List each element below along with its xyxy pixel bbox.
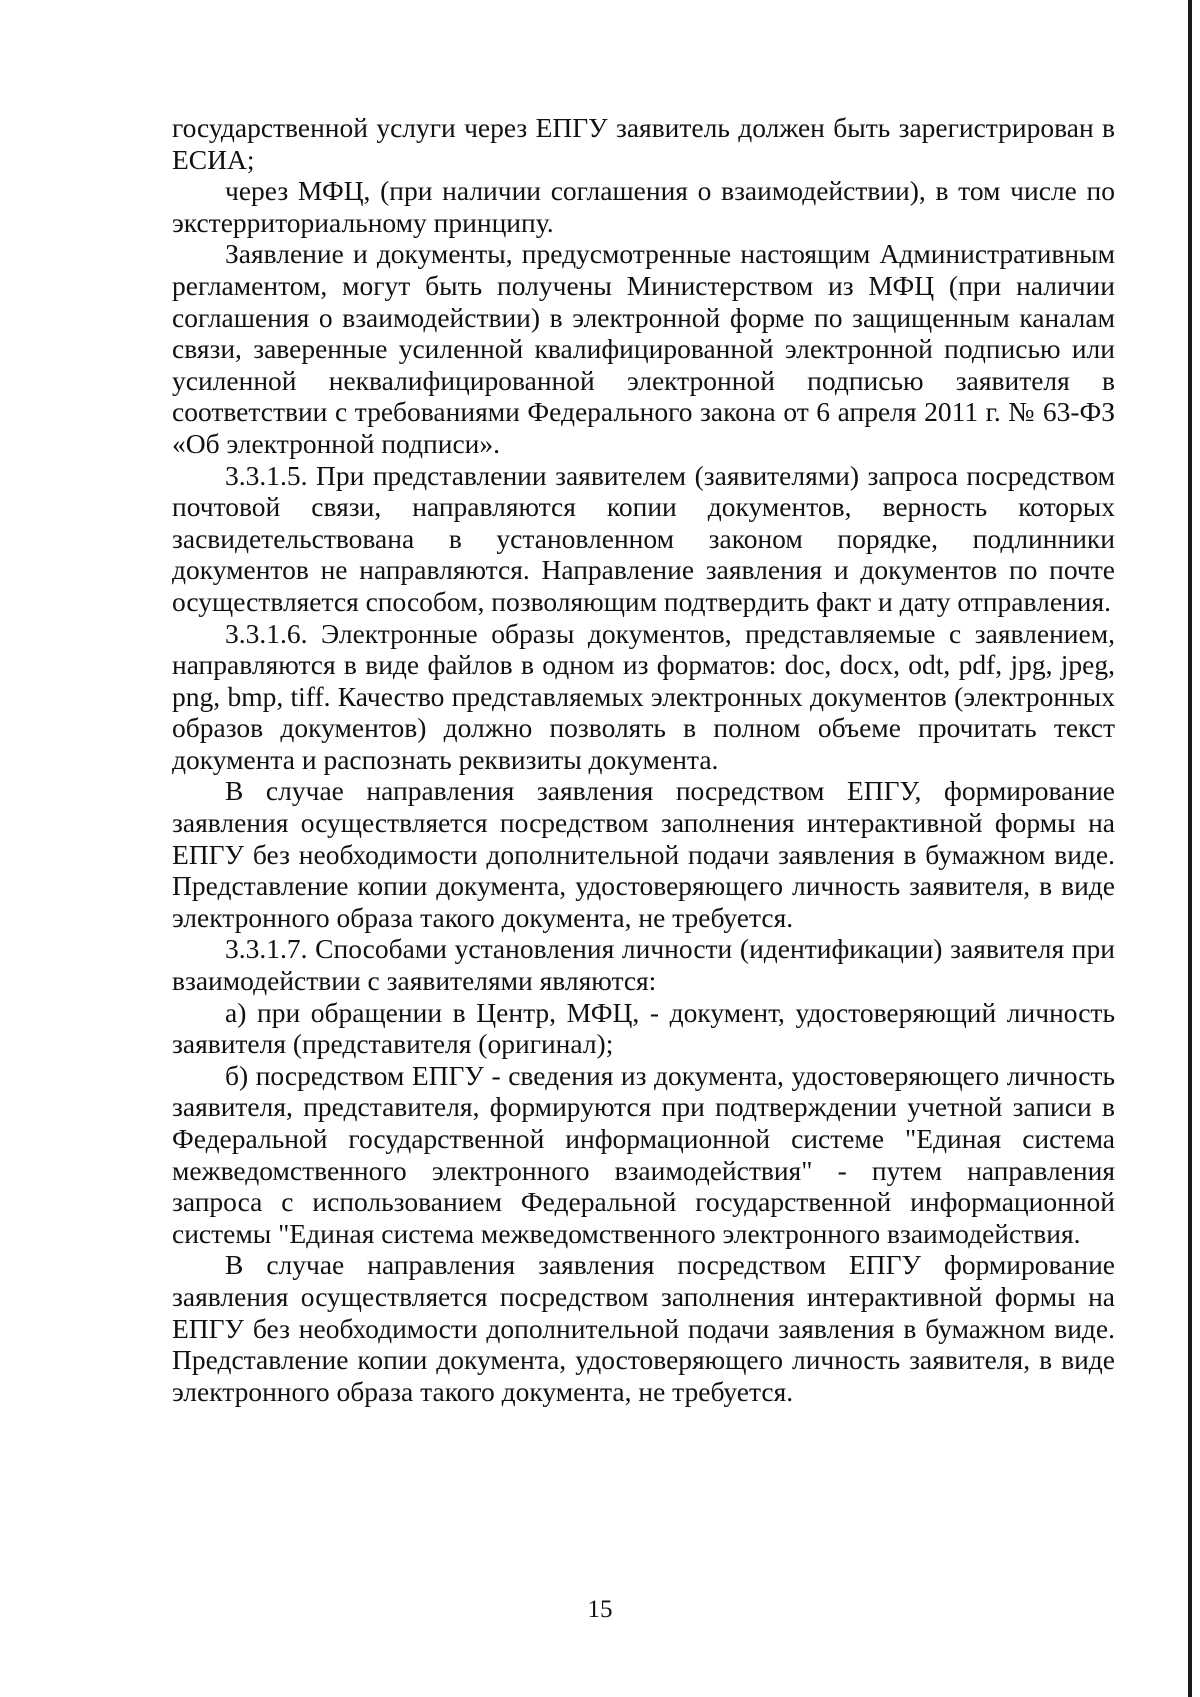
paragraph-mfc-electronic-form: Заявление и документы, предусмотренные настоящим Административным регламентом, могут быть получены Министерством из МФЦ (при наличии соглашения о взаимодействии) в электронной форме по защищенным каналам связи, заверенные усиленной квалифицированной электронной подписью или усиленной неквалифицированной электронной подписью заявителя в соответствии с требованиями Федерального закона от 6 апреля 2011 г. № 63-ФЗ «Об электронной подписи». <box>172 238 1115 459</box>
paragraph-mfc-extraterritorial: через МФЦ, (при наличии соглашения о взаимодействии), в том числе по экстерриториальному принципу. <box>172 175 1115 238</box>
document-body <box>172 112 1115 1407</box>
paragraph-epgu-interactive-form: В случае направления заявления посредством ЕПГУ, формирование заявления осуществляется посредством заполнения интерактивной формы на ЕПГУ без необходимости дополнительной подачи заявления в бумажном виде. Представление копии документа, удостоверяющего личность заявителя, в виде электронного образа такого документа, не требуется. <box>172 775 1115 933</box>
scan-edge-line <box>1188 0 1192 1697</box>
paragraph-3-3-1-5: 3.3.1.5. При представлении заявителем (заявителями) запроса посредством почтовой связи, направляются копии документов, верность которых засвидетельствована в установленном законом порядке, подлинники документов не направляются. Направление заявления и документов по почте осуществляется способом, позволяющим подтвердить факт и дату отправления. <box>172 459 1115 617</box>
paragraph-epgu-interactive-form-repeat: В случае направления заявления посредством ЕПГУ формирование заявления осуществляется посредством заполнения интерактивной формы на ЕПГУ без необходимости дополнительной подачи заявления в бумажном виде. Представление копии документа, удостоверяющего личность заявителя, в виде электронного образа такого документа, не требуется. <box>172 1249 1115 1407</box>
list-item-b: б) посредством ЕПГУ - сведения из документа, удостоверяющего личность заявителя, представителя, формируются при подтверждении учетной записи в Федеральной государственной информационной системе "Единая система межведомственного электронного взаимодействия" - путем направления запроса с использованием Федеральной государственной информационной системы "Единая система межведомственного электронного взаимодействия. <box>172 1059 1115 1249</box>
paragraph-3-3-1-6: 3.3.1.6. Электронные образы документов, представляемые с заявлением, направляются в виде файлов в одном из форматов: doc, docx, odt, pdf, jpg, jpeg, png, bmp, tiff. Качество представляемых электронных документов (электронных образов документов) должно позволять в полном объеме прочитать текст документа и распознать реквизиты документа. <box>172 617 1115 775</box>
paragraph-3-3-1-7: 3.3.1.7. Способами установления личности (идентификации) заявителя при взаимодействии с заявителями являются: <box>172 933 1115 997</box>
paragraph-epgu-registration: государственной услуги через ЕПГУ заявитель должен быть зарегистрирован в ЕСИА; <box>172 112 1115 175</box>
list-item-a: а) при обращении в Центр, МФЦ, - документ, удостоверяющий личность заявителя (представителя (оригинал); <box>172 996 1115 1060</box>
page-number: 15 <box>587 1596 613 1623</box>
